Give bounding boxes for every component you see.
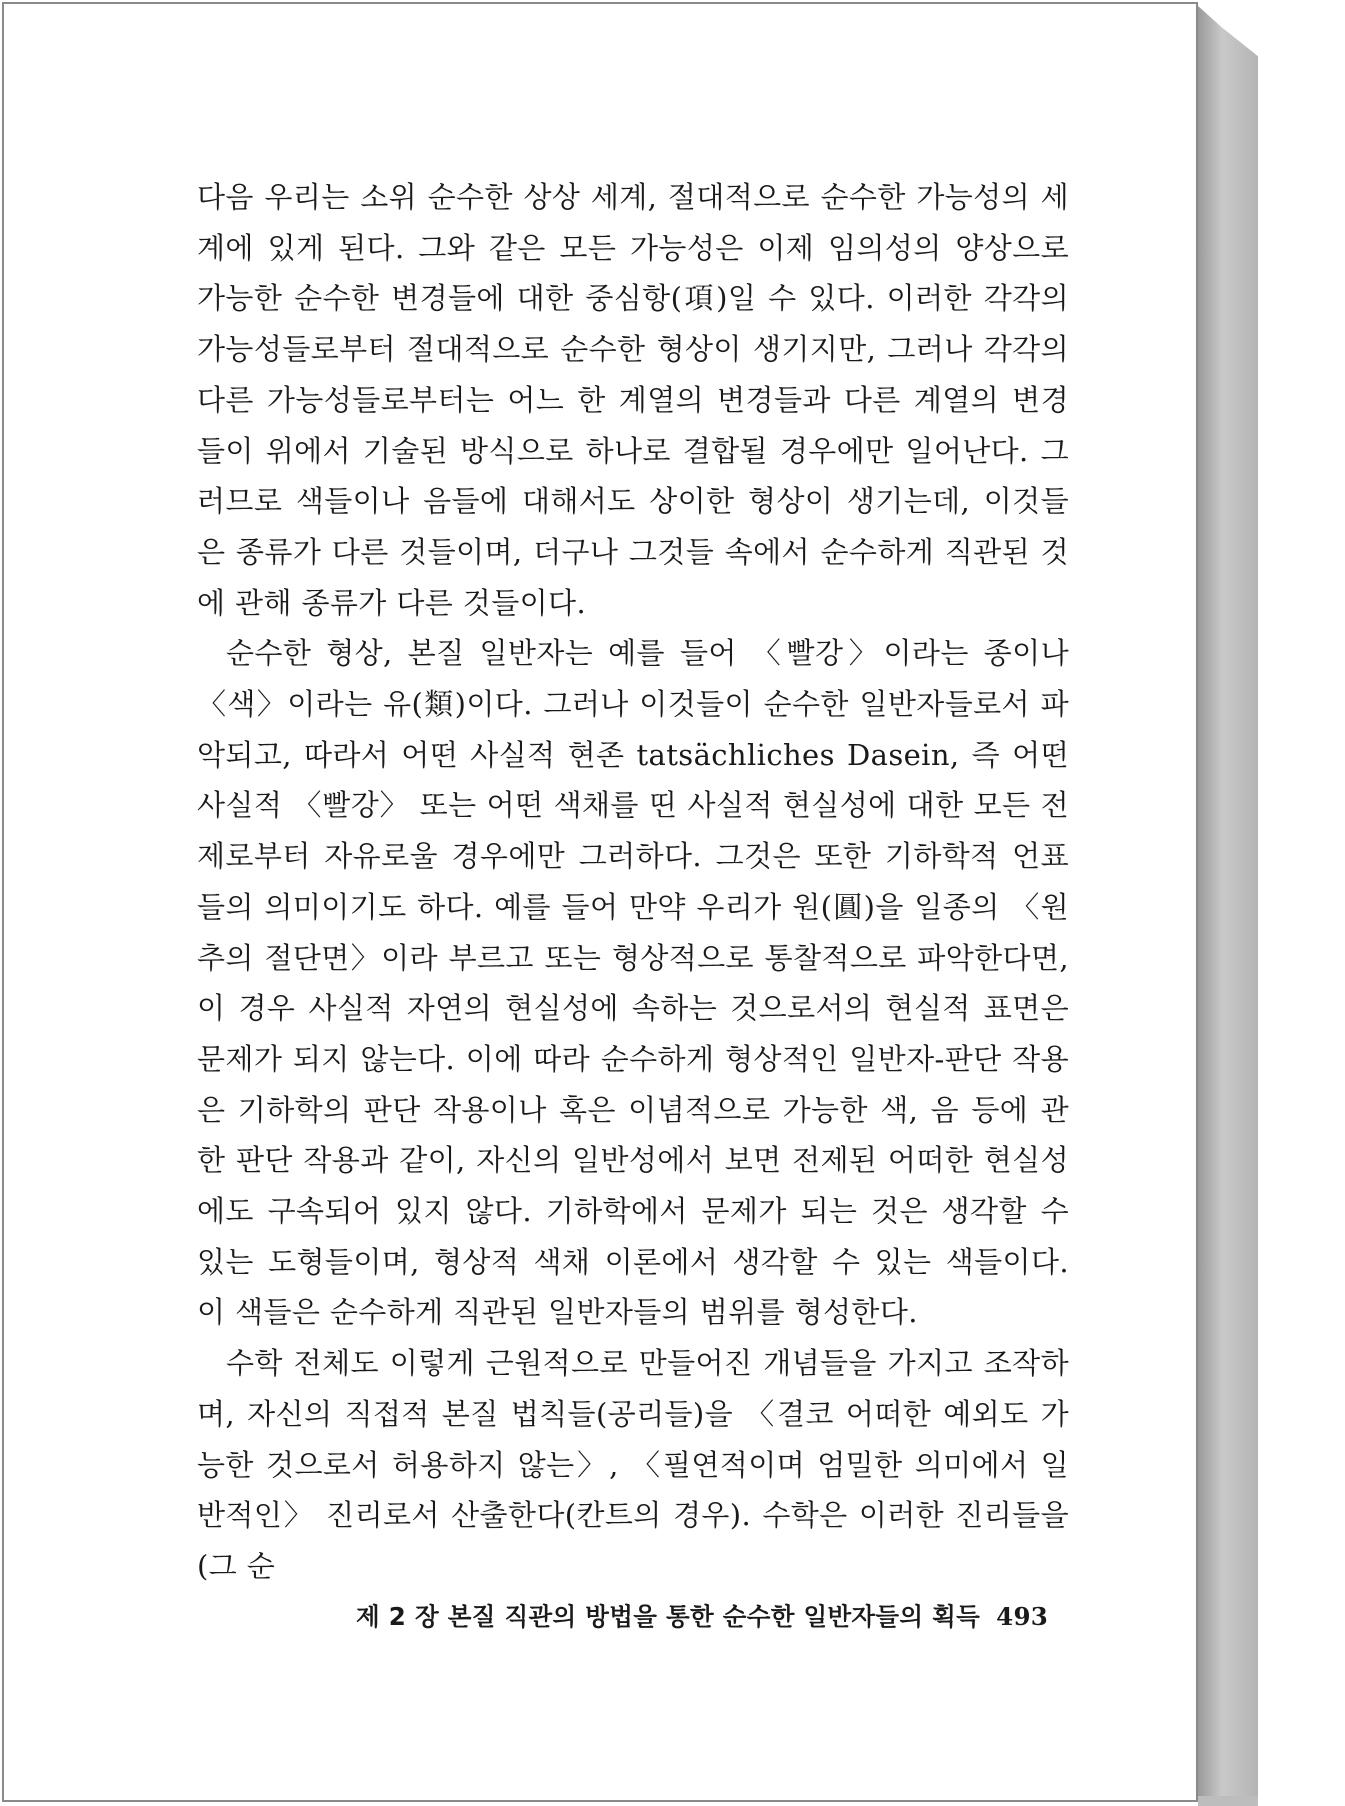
body-text <box>197 172 1069 1592</box>
page-number: 493 <box>996 1602 1049 1631</box>
running-title: 제 2 장 본질 직관의 방법을 통한 순수한 일반자들의 획득 <box>356 1602 981 1631</box>
paragraph-1: 다음 우리는 소위 순수한 상상 세계, 절대적으로 순수한 가능성의 세계에 있게 된다. 그와 같은 모든 가능성은 이제 임의성의 양상으로 가능한 순수한 변경들에 대한 중심항(項)일 수 있다. 이러한 각각의 가능성들로부터 절대적으로 순수한 형상이 생기지만, 그러나 각각의 다른 가능성들로부터는 어느 한 계열의 변경들과 다른 계열의 변경들이 위에서 기술된 방식으로 하나로 결합될 경우에만 일어난다. 그러므로 색들이나 음들에 대해서도 상이한 형상이 생기는데, 이것들은 종류가 다른 것들이며, 더구나 그것들 속에서 순수하게 직관된 것에 관해 종류가 다른 것들이다. <box>197 180 1069 620</box>
paragraph-3: 수학 전체도 이렇게 근원적으로 만들어진 개념들을 가지고 조작하며, 자신의 직접적 본질 법칙들(공리들)을 〈결코 어떠한 예외도 가능한 것으로서 허용하지 않는〉, 〈필연적이며 엄밀한 의미에서 일반적인〉 진리로서 산출한다(칸트의 경우). 수학은 이러한 진리들을 (그 순 <box>197 1346 1069 1583</box>
page-edge-stack <box>1198 6 1258 1800</box>
book-page <box>2 2 1198 1802</box>
page-edge-stack-bottom <box>1198 1796 1258 1806</box>
paragraph-2: 순수한 형상, 본질 일반자는 예를 들어 〈빨강〉이라는 종이나 〈색〉이라는 유(類)이다. 그러나 이것들이 순수한 일반자들로서 파악되고, 따라서 어떤 사실적 현존 tatsächliches Dasein, 즉 어떤 사실적 〈빨강〉 또는 어떤 색채를 띤 사실적 현실성에 대한 모든 전제로부터 자유로울 경우에만 그러하다. 그것은 또한 기하학적 언표들의 의미이기도 하다. 예를 들어 만약 우리가 원(圓)을 일종의 〈원추의 절단면〉이라 부르고 또는 형상적으로 통찰적으로 파악한다면, 이 경우 사실적 자연의 현실성에 속하는 것으로서의 현실적 표면은 문제가 되지 않는다. 이에 따라 순수하게 형상적인 일반자-판단 작용은 기하학의 판단 작용이나 혹은 이념적으로 가능한 색, 음 등에 관한 판단 작용과 같이, 자신의 일반성에서 보면 전제된 어떠한 현실성에도 구속되어 있지 않다. 기하학에서 문제가 되는 것은 생각할 수 있는 도형들이며, 형상적 색채 이론에서 생각할 수 있는 색들이다. 이 색들은 순수하게 직관된 일반자들의 범위를 형성한다. <box>197 636 1069 1330</box>
page-footer <box>356 1598 1056 1633</box>
